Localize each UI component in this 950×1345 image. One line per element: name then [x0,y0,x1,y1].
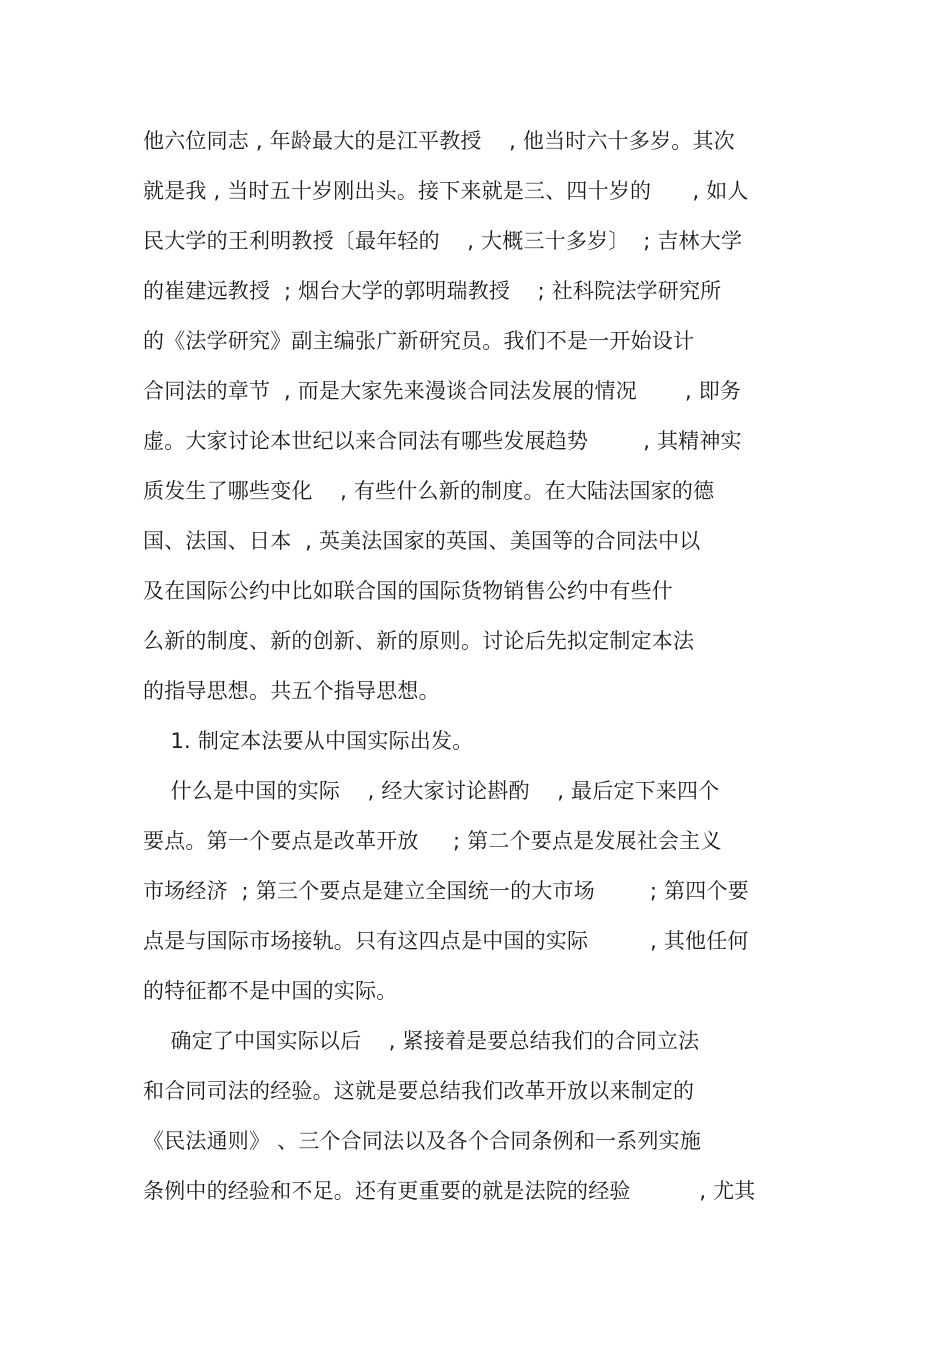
text-line: 就是我 , 当时五十岁刚出头。接下来就是三、四十岁的 , 如人 [143,179,749,203]
text-line: 虚。大家讨论本世纪以来合同法有哪些发展趋势 , 其精神实 [143,429,742,453]
text-line: 的特征都不是中国的实际。 [143,979,398,1003]
text-line: 国、法国、日本 , 英美法国家的英国、美国等的合同法中以 [143,529,701,553]
text-line: 的崔建远教授 ; 烟台大学的郭明瑞教授 ; 社科院法学研究所 [143,279,722,303]
text-line: 点是与国际市场接轨。只有这四点是中国的实际 , 其他任何 [143,929,749,953]
list-item-heading: 1. 制定本法要从中国实际出发。 [143,729,474,753]
text-line: 民大学的王利明教授〔最年轻的 , 大概三十多岁〕 ; 吉林大学 [143,229,743,253]
text-line: 及在国际公约中比如联合国的国际货物销售公约中有些什 [143,579,673,603]
text-line: 要点。第一个要点是改革开放 ; 第二个要点是发展社会主义 [143,829,722,853]
text-line: 质发生了哪些变化 , 有些什么新的制度。在大陆法国家的德 [143,479,715,503]
text-line: 的指导思想。共五个指导思想。 [143,679,440,703]
text-line: 市场经济 ; 第三个要点是建立全国统一的大市场 ; 第四个要 [143,879,749,903]
text-line: 的《法学研究》副主编张广新研究员。我们不是一开始设计 [143,329,695,353]
text-line: 确定了中国实际以后 , 紧接着是要总结我们的合同立法 [143,1029,700,1053]
text-line: 么新的制度、新的创新、新的原则。讨论后先拟定制定本法 [143,629,695,653]
text-line: 合同法的章节 , 而是大家先来漫谈合同法发展的情况 , 即务 [143,379,742,403]
text-line: 条例中的经验和不足。还有更重要的就是法院的经验 , 尤其 [143,1179,756,1203]
text-line: 和合同司法的经验。这就是要总结我们改革开放以来制定的 [143,1079,695,1103]
text-line: 《民法通则》 、三个合同法以及各个合同条例和一系列实施 [143,1129,702,1153]
text-line: 什么是中国的实际 , 经大家讨论斟酌 , 最后定下来四个 [143,779,720,803]
text-line: 他六位同志 , 年龄最大的是江平教授 , 他当时六十多岁。其次 [143,129,735,153]
